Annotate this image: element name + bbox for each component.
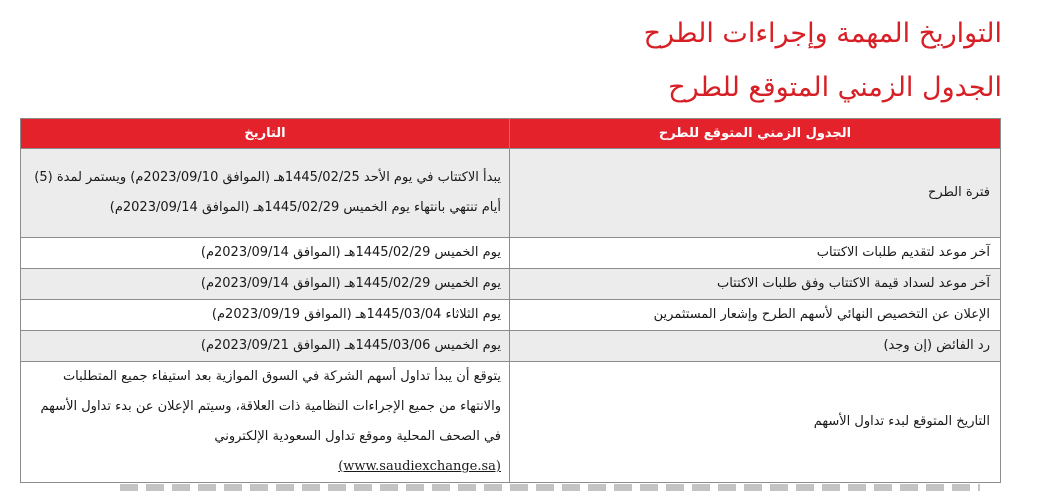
event-cell: الإعلان عن التخصيص النهائي لأسهم الطرح وإشعار المستثمرين: [510, 300, 1001, 331]
column-header-date: التاريخ: [21, 119, 510, 149]
date-cell: يبدأ الاكتتاب في يوم الأحد 1445/02/25هـ (الموافق 2023/09/10م) ويستمر لمدة (5) أيام تنتهي بانتهاء يوم الخميس 1445/02/29هـ (الموافق 2023/09/14م): [21, 149, 510, 238]
table-row: [21, 362, 1001, 483]
timeline-table: [20, 118, 1001, 483]
date-cell: [21, 362, 510, 483]
date-cell: يوم الثلاثاء 1445/03/04هـ (الموافق 2023/09/19م): [21, 300, 510, 331]
event-cell: فترة الطرح: [510, 149, 1001, 238]
event-cell: رد الفائض (إن وجد): [510, 331, 1001, 362]
table-row: [21, 300, 1001, 331]
table-row: [21, 149, 1001, 238]
column-header-event: الجدول الزمني المتوقع للطرح: [510, 119, 1001, 149]
date-cell: يوم الخميس 1445/02/29هـ (الموافق 2023/09/14م): [21, 238, 510, 269]
event-cell: آخر موعد لتقديم طلبات الاكتتاب: [510, 238, 1001, 269]
date-cell: يوم الخميس 1445/03/06هـ (الموافق 2023/09/21م): [21, 331, 510, 362]
table-row: [21, 269, 1001, 300]
table-row: [21, 238, 1001, 269]
event-cell: التاريخ المتوقع لبدء تداول الأسهم: [510, 362, 1001, 483]
page-title: التواريخ المهمة وإجراءات الطرح: [643, 18, 1002, 49]
saudi-exchange-link[interactable]: (www.saudiexchange.sa): [338, 459, 501, 474]
table-row: [21, 331, 1001, 362]
event-cell: آخر موعد لسداد قيمة الاكتتاب وفق طلبات الاكتتاب: [510, 269, 1001, 300]
section-title: الجدول الزمني المتوقع للطرح: [668, 72, 1002, 103]
trading-start-text: يتوقع أن يبدأ تداول أسهم الشركة في السوق الموازية بعد استيفاء جميع المتطلبات والانتهاء من جميع الإجراءات النظامية ذات العلاقة، وسيتم الإعلان عن بدء تداول الأسهم في الصحف المحلية وموقع تداول السعودية الإلكتروني: [40, 369, 501, 444]
table-header-row: [21, 119, 1001, 149]
cut-off-text-line: [120, 484, 980, 491]
date-cell: يوم الخميس 1445/02/29هـ (الموافق 2023/09/14م): [21, 269, 510, 300]
